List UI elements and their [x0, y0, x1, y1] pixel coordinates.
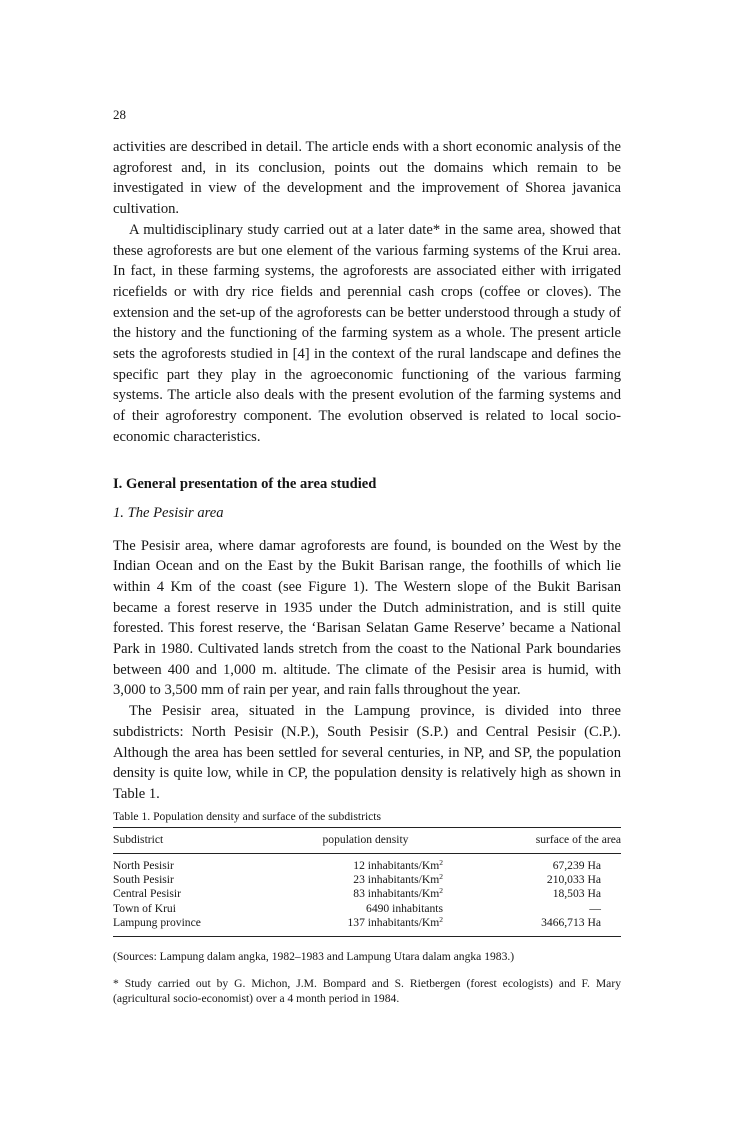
- density-value: 6490 inhabitants: [366, 901, 443, 915]
- cell-surface: 67,239 Ha: [552, 858, 601, 872]
- paragraph-continuation: activities are described in detail. The article ends with a short economic analysis of the agroforest and, in its conclusion, points out the domains which remain to be investigated in view of the development and the improvement of Shorea javanica cultivation.: [113, 139, 621, 218]
- cell-density: [263, 916, 468, 937]
- superscript: 2: [439, 857, 443, 867]
- column-header-subdistrict: Subdistrict: [113, 827, 263, 853]
- cell-subdistrict: North Pesisir: [113, 858, 174, 872]
- table-row: [113, 873, 621, 887]
- section-heading: I. General presentation of the area studied: [113, 475, 377, 492]
- cell-surface: —: [589, 901, 601, 915]
- table-header-row: [113, 827, 621, 853]
- density-value: 137 inhabitants/Km: [347, 915, 440, 929]
- population-table: [113, 827, 621, 937]
- paragraph-pesisir-area: The Pesisir area, where damar agroforests are found, is bounded on the West by the Indian Ocean and on the East by the Bukit Barisan range, the foothills of which lie within 4 Km of the coast (see Figure 1). The Western slope of the Bukit Barisan became a forest reserve in 1935 under the Dutch administration, and is still quite forested. This forest reserve, the ‘Barisan Selatan Game Reserve’ became a National Park in 1980. Cultivated lands stretch from the coast to the National Park boundaries between 400 and 1,000 m. altitude. The climate of the Pesisir area is humid, with 3,000 to 3,500 mm of rain per year, and rain falls throughout the year.: [113, 537, 621, 699]
- table-row: [113, 853, 621, 873]
- density-value: 83 inhabitants/Km: [353, 887, 440, 901]
- cell-density: [263, 902, 468, 916]
- cell-subdistrict: Central Pesisir: [113, 887, 181, 901]
- cell-surface: 3466,713 Ha: [541, 915, 601, 929]
- cell-surface: 18,503 Ha: [552, 887, 601, 901]
- cell-density: [263, 873, 468, 887]
- table-sources: (Sources: Lampung dalam angka, 1982–1983 and Lampung Utara dalam angka 1983.): [113, 949, 515, 963]
- cell-density: [263, 853, 468, 873]
- superscript: 2: [439, 886, 443, 896]
- cell-surface: 210,033 Ha: [546, 873, 601, 887]
- cell-subdistrict: South Pesisir: [113, 873, 174, 887]
- cell-subdistrict: Town of Krui: [113, 901, 176, 915]
- table-row: [113, 916, 621, 937]
- page-number: 28: [113, 107, 126, 122]
- table-caption: Table 1. Population density and surface of the subdistricts: [113, 809, 382, 823]
- table-row: [113, 887, 621, 901]
- subsection-heading: 1. The Pesisir area: [113, 504, 224, 521]
- page-content: [113, 107, 621, 1007]
- superscript: 2: [439, 872, 443, 882]
- paragraph-subdistricts: The Pesisir area, situated in the Lampung province, is divided into three subdistricts: North Pesisir (N.P.), South Pesisir (S.P.) and Central Pesisir (C.P.). Although the area has been settled for several centuries, in NP, and SP, the population density is quite low, while in CP, the population density is relatively high as shown in Table 1.: [113, 703, 621, 802]
- paragraph-multidisciplinary-study: A multidisciplinary study carried out at a later date* in the same area, showed that these agroforests are but one element of the various farming systems of the Krui area. In fact, in these farming systems, the agroforests are associated either with irrigated ricefields or with dry rice fields and perennial cash crops (coffee or cloves). The extension and the set-up of the agroforests can be better understood through a study of the history and the functioning of the farming system as a whole. The present article sets the agroforests studied in [4] in the context of the rural landscape and defines the specific part they play in the agroeconomic functioning of the various farming systems. The article also deals with the present evolution of the farming systems and of their agroforestry component. The evolution observed is related to local socio-economic characteristics.: [113, 221, 621, 445]
- superscript: 2: [439, 914, 443, 924]
- footnote: * Study carried out by G. Michon, J.M. Bompard and S. Rietbergen (forest ecologists) and F. Mary (agricultural socio-economist) over a 4 month period in 1984.: [113, 976, 621, 1006]
- cell-density: [263, 887, 468, 901]
- density-value: 23 inhabitants/Km: [353, 873, 440, 887]
- table-row: [113, 902, 621, 916]
- cell-subdistrict: Lampung province: [113, 915, 201, 929]
- column-header-population-density: population density: [263, 827, 468, 853]
- density-value: 12 inhabitants/Km: [353, 858, 440, 872]
- column-header-surface: surface of the area: [468, 827, 621, 853]
